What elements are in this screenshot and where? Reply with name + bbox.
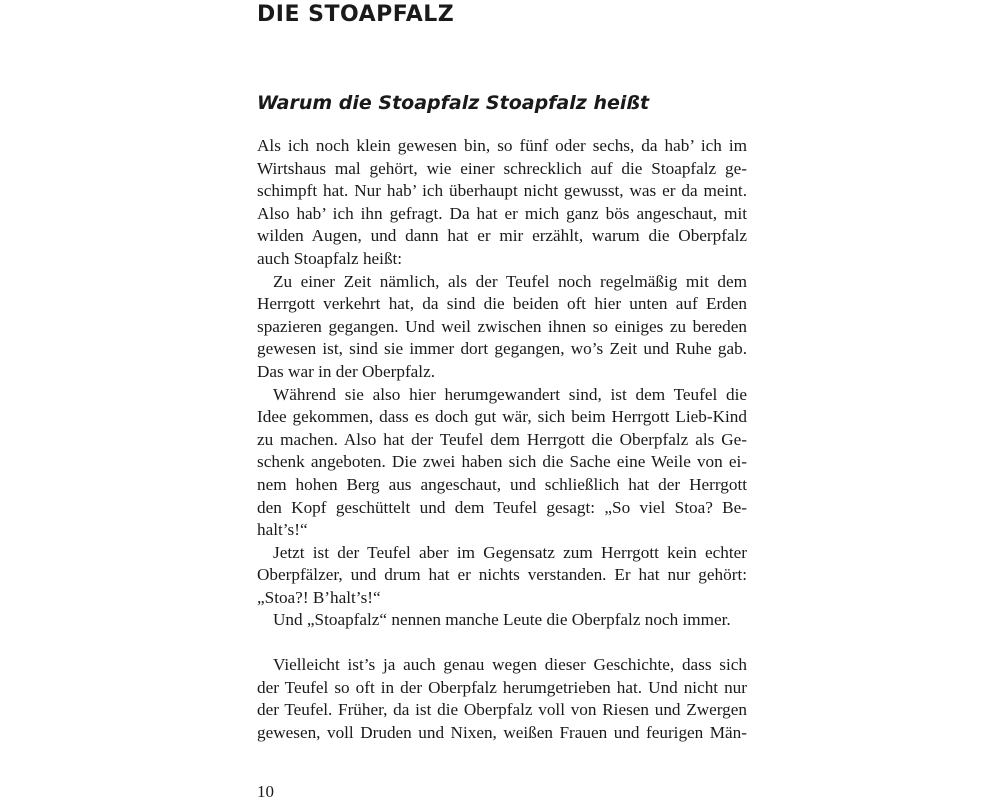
text-line: Als ich noch klein gewesen bin, so fünf oder sechs, da hab’ ich im — [257, 136, 747, 155]
text-line: der Teufel. Früher, da ist die Oberpfalz voll von Riesen und Zwergen — [257, 700, 747, 720]
text-line: Vielleicht ist’s ja auch genau wegen dieser Geschichte, dass sich — [273, 655, 747, 675]
text-line: Und „Stoapfalz“ nennen manche Leute die Oberpfalz noch immer. — [273, 610, 731, 630]
paragraph — [257, 654, 747, 744]
text-line: zu machen. Also hat der Teufel dem Herrgott die Oberpfalz als Ge- — [257, 429, 747, 449]
text-line: der Teufel so oft in der Oberpfalz herumgetrieben hat. Und nicht nur — [257, 677, 747, 697]
section-title: Warum die Stoapfalz Stoapfalz heißt — [257, 92, 650, 114]
paragraph — [257, 271, 747, 384]
text-line: Das war in der Oberpfalz. — [257, 361, 436, 381]
text-line: schenk angeboten. Die zwei haben sich die Sache eine Weile von ei- — [257, 452, 747, 472]
text-line: auch Stoapfalz heißt: — [257, 248, 403, 268]
paragraph — [257, 384, 747, 542]
text-line: den Kopf geschüttelt und dem Teufel gesagt: „So viel Stoa? Be- — [257, 497, 747, 517]
text-line: „Stoa?! B’halt’s!“ — [257, 587, 381, 607]
text-line: nem hohen Berg aus angeschaut, und schließlich hat der Herrgott — [257, 474, 747, 494]
text-line: Wirtshaus mal gehört, wie einer schrecklich auf die Stoapfalz ge- — [257, 158, 747, 178]
text-line: wilden Augen, und dann hat er mir erzählt, warum die Oberpfalz — [257, 226, 747, 246]
paragraph — [257, 135, 747, 271]
text-line: Zu einer Zeit nämlich, als der Teufel noch regelmäßig mit dem — [273, 271, 747, 291]
text-line: spazieren gegangen. Und weil zwischen ihnen so einiges zu bereden — [257, 316, 747, 336]
paragraph — [257, 542, 747, 610]
text-line: halt’s!“ — [257, 520, 308, 540]
paragraph — [257, 609, 747, 632]
text-line: Oberpfälzer, und drum hat er nichts verstanden. Er hat nur gehört: — [257, 565, 747, 585]
body-text — [257, 135, 747, 744]
chapter-title: DIE STOAPFALZ — [257, 2, 455, 27]
text-line: Während sie also hier herumgewandert sind, ist dem Teufel die — [273, 384, 747, 404]
page-number: 10 — [257, 782, 274, 801]
text-line: schimpft hat. Nur hab’ ich überhaupt nicht gewusst, was er da meint. — [257, 181, 747, 201]
text-line: gewesen, voll Druden und Nixen, weißen Frauen und feurigen Män- — [257, 722, 747, 742]
text-line: Also hab’ ich ihn gefragt. Da hat er mich ganz bös angeschaut, mit — [257, 203, 747, 223]
paragraph-gap — [257, 632, 747, 654]
text-line: Jetzt ist der Teufel aber im Gegensatz zum Herrgott kein echter — [273, 542, 747, 562]
text-line: gewesen ist, sind sie immer dort gegangen, wo’s Zeit und Ruhe gab. — [257, 339, 747, 359]
text-line: Herrgott verkehrt hat, da sind die beiden oft hier unten auf Erden — [257, 294, 747, 314]
text-line: Idee gekommen, dass es doch gut wär, sich beim Herrgott Lieb-Kind — [257, 407, 747, 427]
